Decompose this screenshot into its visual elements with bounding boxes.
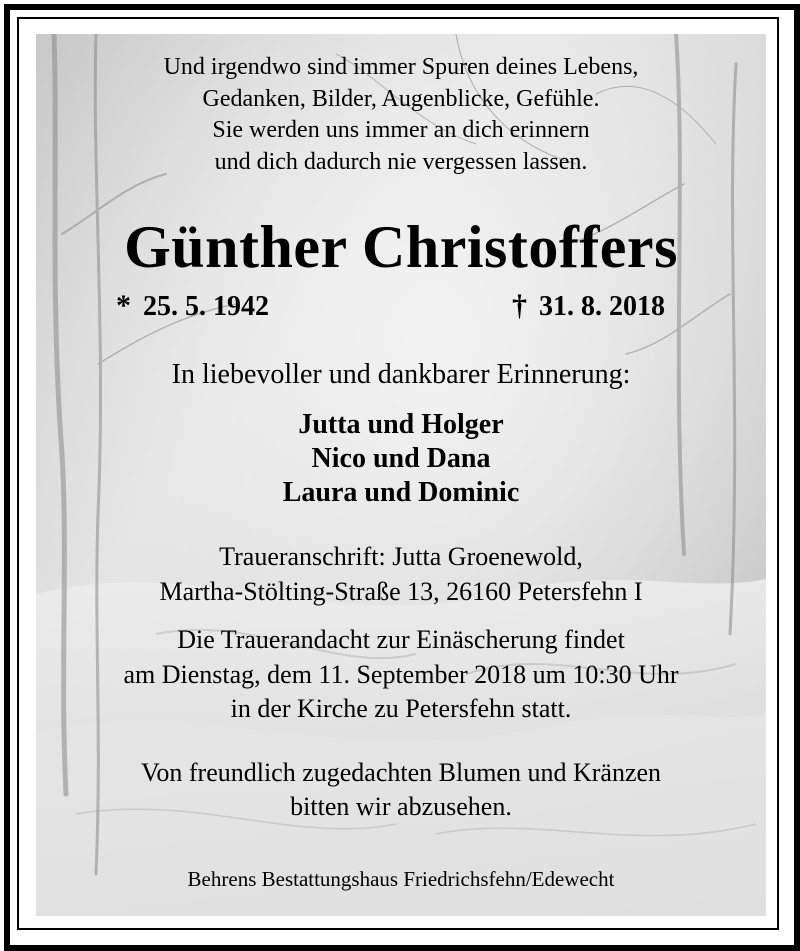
- address-line: Traueranschrift: Jutta Groenewold,: [219, 542, 583, 571]
- notice-content: [36, 34, 766, 916]
- service-line: am Dienstag, dem 11. September 2018 um 10:30 Uhr: [123, 659, 679, 689]
- birth-star-icon: *: [116, 289, 131, 322]
- service-line: in der Kirche zu Petersfehn statt.: [230, 694, 572, 723]
- mourning-address: [36, 539, 766, 609]
- funeral-home: Behrens Bestattungshaus Friedrichsfehn/Edewecht: [187, 867, 615, 891]
- flowers-line: Von freundlich zugedachten Blumen und Kränzen: [140, 758, 662, 787]
- service-line: Die Trauerandacht zur Einäscherung findet: [177, 625, 625, 654]
- birth-date-line: [116, 290, 269, 323]
- flowers-request: [36, 756, 766, 824]
- mourner-name: Laura und Dominic: [282, 477, 520, 508]
- death-date: 31. 8. 2018: [539, 291, 665, 322]
- mourner-name: Nico und Dana: [311, 443, 491, 474]
- service-announcement: [36, 623, 766, 727]
- death-cross-icon: †: [512, 289, 527, 322]
- poem-line: Sie werden uns immer an dich erinnern: [212, 117, 590, 143]
- poem-line: Gedanken, Bilder, Augenblicke, Gefühle.: [202, 85, 600, 112]
- poem-line: Und irgendwo sind immer Spuren deines Lebens,: [163, 54, 639, 80]
- memory-line: In liebevoller und dankbarer Erinnerung:: [171, 359, 631, 390]
- flowers-line: bitten wir abzusehen.: [290, 792, 512, 821]
- mourners-list: [36, 408, 766, 510]
- poem: [36, 52, 766, 178]
- poem-line: und dich dadurch nie vergessen lassen.: [214, 148, 588, 175]
- death-date-line: [512, 290, 665, 323]
- address-line: Martha-Stölting-Straße 13, 26160 Petersfehn I: [159, 577, 643, 606]
- mourner-name: Jutta und Holger: [298, 409, 504, 440]
- birth-date: 25. 5. 1942: [143, 291, 269, 322]
- deceased-name: Günther Christoffers: [124, 214, 678, 280]
